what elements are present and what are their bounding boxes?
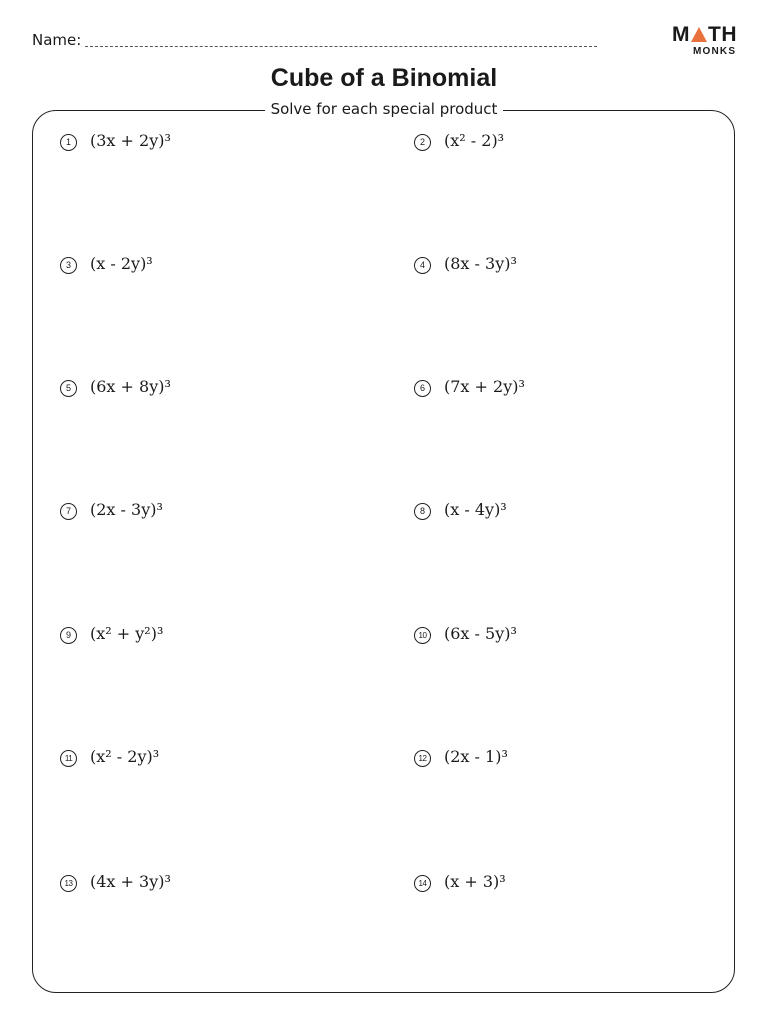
problem-number: 7	[60, 503, 77, 520]
problems-frame	[32, 110, 735, 993]
problem-9	[60, 624, 163, 645]
problem-number: 3	[60, 257, 77, 274]
problem-number: 9	[60, 627, 77, 644]
problem-number: 8	[414, 503, 431, 520]
problem-14	[414, 872, 506, 893]
problem-expression: (x - 2y)³	[90, 254, 153, 273]
problem-number: 10	[414, 627, 431, 644]
problem-6	[414, 377, 525, 398]
problem-1	[60, 131, 171, 152]
name-label: Name:	[32, 31, 82, 49]
instructions-label	[0, 99, 768, 119]
problem-expression: (x - 4y)³	[444, 500, 507, 519]
logo-text-pre: M	[672, 23, 690, 46]
problem-10	[414, 624, 517, 645]
name-field-row	[32, 30, 597, 50]
problem-number: 5	[60, 380, 77, 397]
problem-expression: (x² - 2y)³	[90, 747, 160, 766]
triangle-a-icon	[691, 27, 707, 42]
problem-number: 11	[60, 750, 77, 767]
problem-expression: (6x + 8y)³	[90, 377, 171, 396]
logo-wordmark	[672, 24, 737, 46]
problem-expression: (x² - 2)³	[444, 131, 505, 150]
logo-subtext: MONKS	[693, 46, 737, 57]
problem-number: 13	[60, 875, 77, 892]
problem-8	[414, 500, 507, 521]
problem-expression: (8x - 3y)³	[444, 254, 517, 273]
problem-12	[414, 747, 508, 768]
problem-number: 2	[414, 134, 431, 151]
problem-expression: (2x - 3y)³	[90, 500, 163, 519]
problem-expression: (x + 3)³	[444, 872, 506, 891]
problem-expression: (2x - 1)³	[444, 747, 508, 766]
instructions-text: Solve for each special product	[265, 100, 504, 118]
problem-expression: (7x + 2y)³	[444, 377, 525, 396]
problem-7	[60, 500, 163, 521]
problem-expression: (3x + 2y)³	[90, 131, 171, 150]
problem-number: 14	[414, 875, 431, 892]
problem-expression: (x² + y²)³	[90, 624, 164, 643]
problem-3	[60, 254, 153, 275]
problem-number: 4	[414, 257, 431, 274]
problem-expression: (6x - 5y)³	[444, 624, 517, 643]
problem-4	[414, 254, 517, 275]
name-write-line[interactable]	[85, 46, 597, 47]
problem-11	[60, 747, 159, 768]
math-monks-logo	[672, 24, 742, 60]
problem-expression: (4x + 3y)³	[90, 872, 171, 891]
worksheet-title: Cube of a Binomial	[270, 64, 498, 92]
problem-2	[414, 131, 504, 152]
problem-number: 6	[414, 380, 431, 397]
problem-number: 1	[60, 134, 77, 151]
logo-text-post: TH	[708, 23, 737, 46]
problem-13	[60, 872, 171, 893]
problem-number: 12	[414, 750, 431, 767]
problem-5	[60, 377, 171, 398]
